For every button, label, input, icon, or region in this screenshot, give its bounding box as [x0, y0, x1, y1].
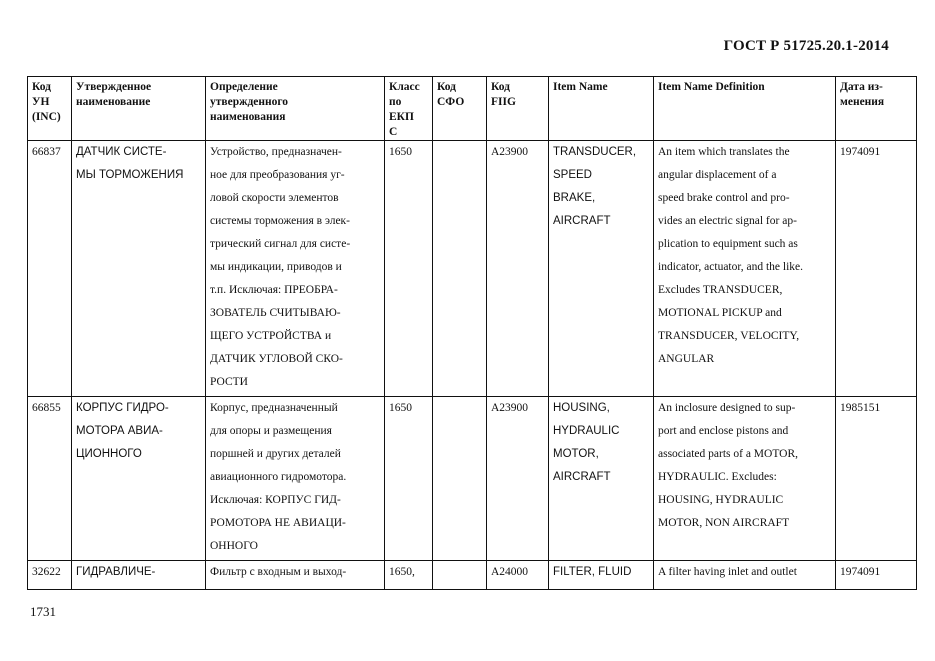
- cell-inc: 32622: [28, 561, 72, 590]
- cell-approved-name: ГИДРАВЛИЧЕ-: [72, 561, 206, 590]
- cell-sfo: [433, 141, 487, 397]
- cell-item-name: FILTER, FLUID: [549, 561, 654, 590]
- cell-class: 1650: [385, 141, 433, 397]
- table-row: [28, 397, 917, 561]
- column-header-item-name: Item Name: [549, 77, 654, 141]
- table-row: [28, 141, 917, 397]
- column-header-inc: Код УН (INC): [28, 77, 72, 141]
- cell-definition: Устройство, предназначен- ное для преобразования уг- ловой скорости элементов системы торможения в элек- трический сигнал для систе- мы индикации, приводов и т.п. Исключая: ПРЕОБРА- ЗОВАТЕЛЬ СЧИТЫВАЮ- ЩЕГО УСТРОЙСТВА и ДАТЧИК УГЛОВОЙ СКО- РОСТИ: [206, 141, 385, 397]
- cell-item-definition: An inclosure designed to sup- port and enclose pistons and associated parts of a MOTOR, HYDRAULIC. Excludes: HOUSING, HYDRAULIC MOTOR, NON AIRCRAFT: [654, 397, 836, 561]
- cell-fiig: A24000: [487, 561, 549, 590]
- page-number: 1731: [30, 604, 56, 619]
- cell-approved-name: КОРПУС ГИДРО- МОТОРА АВИА- ЦИОННОГО: [72, 397, 206, 561]
- table-row: [28, 561, 917, 590]
- cell-fiig: A23900: [487, 141, 549, 397]
- column-header-definition: Определение утвержденного наименования: [206, 77, 385, 141]
- cell-item-name: HOUSING, HYDRAULIC MOTOR, AIRCRAFT: [549, 397, 654, 561]
- cell-sfo: [433, 561, 487, 590]
- column-header-class: Класс по ЕКП С: [385, 77, 433, 141]
- cell-definition: Корпус, предназначенный для опоры и размещения поршней и других деталей авиационного гидромотора. Исключая: КОРПУС ГИД- РОМОТОРА НЕ АВИАЦИ- ОННОГО: [206, 397, 385, 561]
- cell-change-date: 1985151: [836, 397, 917, 561]
- cell-class: 1650: [385, 397, 433, 561]
- cell-definition: Фильтр с входным и выход-: [206, 561, 385, 590]
- cell-fiig: A23900: [487, 397, 549, 561]
- cell-change-date: 1974091: [836, 561, 917, 590]
- table-header-row: [28, 77, 917, 141]
- document-standard-code: ГОСТ Р 51725.20.1-2014: [723, 38, 889, 54]
- cell-class: 1650,: [385, 561, 433, 590]
- column-header-approved-name: Утвержденное наименование: [72, 77, 206, 141]
- cell-inc: 66855: [28, 397, 72, 561]
- cell-item-definition: An item which translates the angular displacement of a speed brake control and pro- vides an electric signal for ap- plication to equipment such as indicator, actuator, and the like. Excludes TRANSDUCER, MOTIONAL PICKUP and TRANSDUCER, VELOCITY, ANGULAR: [654, 141, 836, 397]
- column-header-item-definition: Item Name Definition: [654, 77, 836, 141]
- cell-approved-name: ДАТЧИК СИСТЕ- МЫ ТОРМОЖЕНИЯ: [72, 141, 206, 397]
- cell-item-name: TRANSDUCER, SPEED BRAKE, AIRCRAFT: [549, 141, 654, 397]
- cell-change-date: 1974091: [836, 141, 917, 397]
- column-header-sfo: Код СФО: [433, 77, 487, 141]
- column-header-change-date: Дата из- менения: [836, 77, 917, 141]
- column-header-fiig: Код FIIG: [487, 77, 549, 141]
- cell-sfo: [433, 397, 487, 561]
- cell-item-definition: A filter having inlet and outlet: [654, 561, 836, 590]
- cell-inc: 66837: [28, 141, 72, 397]
- catalog-table: [27, 76, 917, 590]
